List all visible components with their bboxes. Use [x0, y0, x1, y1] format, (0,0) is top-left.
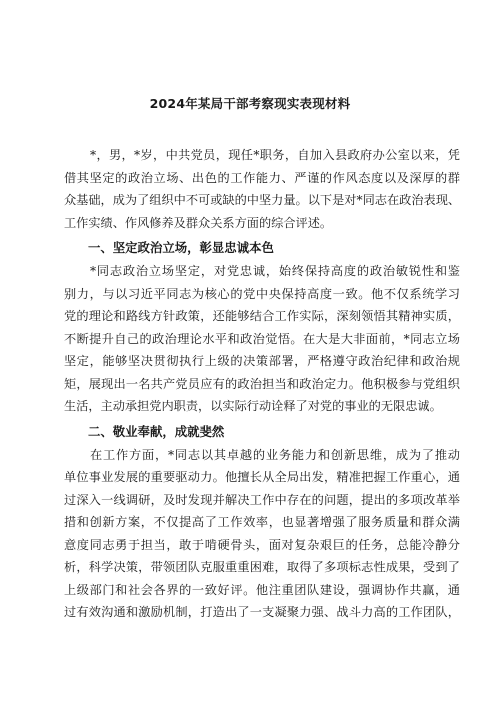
text-line: *，男，*岁，中共党员，现任*职务，自加入县政府办公室以来，凭 [90, 148, 460, 162]
text-line: *同志政治立场坚定，对党忠诚，始终保持高度的政治敏锐性和鉴 [90, 264, 460, 278]
text-line: 生活，主动承担党内职责，以实际行动诠释了对党的事业的无限忠诚。 [64, 399, 442, 413]
text-line: 坚定，能够坚决贯彻执行上级的决策部署，严格遵守政治纪律和政治规 [64, 354, 460, 368]
text-line: 党的理论和路线方针政策，还能够结合工作实际，深刻领悟其精神实质， [64, 309, 460, 323]
text-line: 措和创新方案，不仅提高了工作效率，也显著增强了服务质量和群众满 [64, 515, 460, 529]
text-line: 过深入一线调研，及时发现并解决工作中存在的问题，提出的多项改革举 [64, 492, 460, 507]
text-line: 意度同志勇于担当，敢于啃硬骨头，面对复杂艰巨的任务，总能冷静分 [64, 537, 460, 552]
text-line: 析，科学决策，带领团队克服重重困难，取得了多项标志性成果，受到了 [64, 560, 460, 574]
section-heading-dedication: 二、敬业奉献，成就斐然 [88, 423, 225, 439]
section-heading-political: 一、坚定政治立场，彰显忠诚本色 [88, 240, 274, 255]
text-line: 单位事业发展的重要驱动力。他擅长从全局出发，精准把握工作重心，通 [64, 470, 460, 484]
intro-paragraph [64, 144, 460, 234]
text-line: 过有效沟通和激励机制，打造出了一支凝聚力强、战斗力高的工作团队， [64, 605, 460, 619]
text-line: 矩，展现出一名共产党员应有的政治担当和政治定力。他积极参与党组织 [64, 376, 460, 391]
text-line: 不断提升自己的政治理论水平和政治觉悟。在大是大非面前，*同志立场 [64, 331, 460, 346]
document-body [64, 144, 460, 624]
section2-paragraph [64, 444, 460, 624]
text-line: 工作实绩、作风修养及群众关系方面的综合评述。 [64, 215, 333, 230]
text-line: 借其坚定的政治立场、出色的工作能力、严谨的作风态度以及深厚的群 [64, 170, 460, 185]
section1-paragraph [64, 260, 460, 418]
text-line: 在工作方面，*同志以其卓越的业务能力和创新思维，成为了推动 [90, 447, 460, 462]
document-title: 2024年某局干部考察现实表现材料 [149, 96, 351, 111]
text-line: 上级部门和社会各界的一致好评。他注重团队建设，强调协作共赢，通 [64, 582, 460, 597]
text-line: 众基础，成为了组织中不可或缺的中坚力量。以下是对*同志在政治表现、 [64, 193, 460, 207]
text-line: 别力，与以习近平同志为核心的党中央保持高度一致。他不仅系统学习 [64, 286, 460, 301]
